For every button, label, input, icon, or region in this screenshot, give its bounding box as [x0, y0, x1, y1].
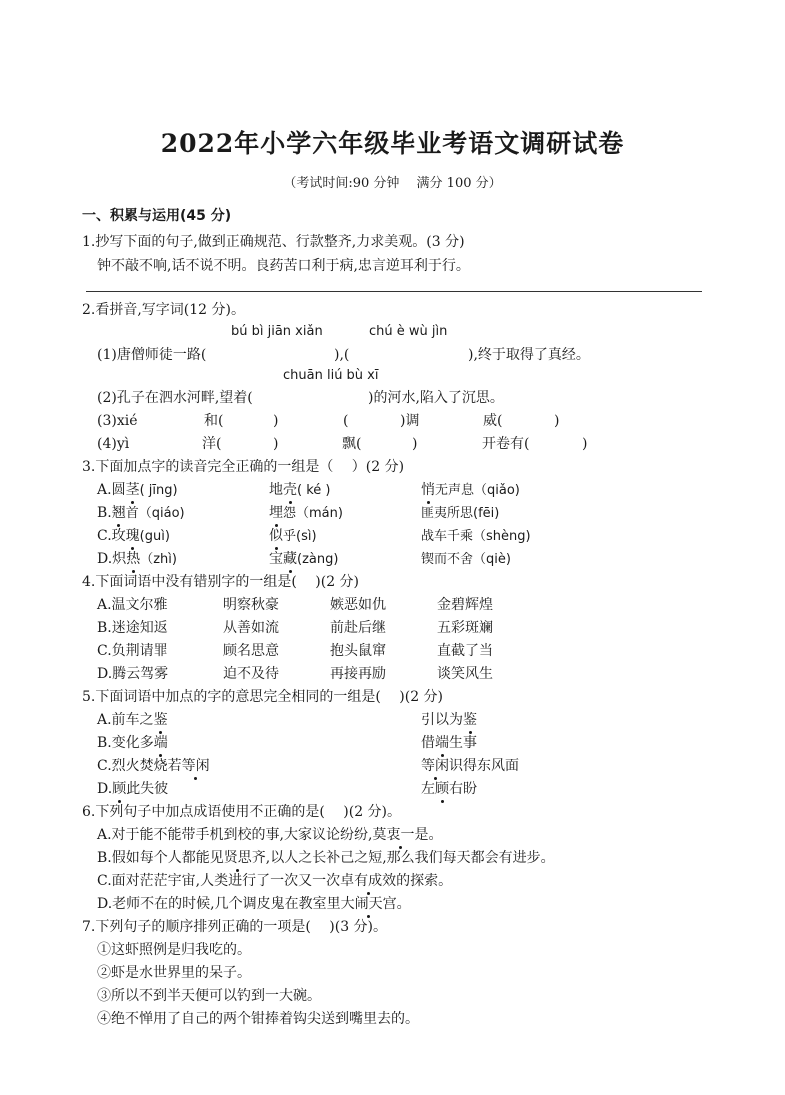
- q5-option[interactable]: [97, 779, 168, 799]
- dotted-char: 鉴: [463, 712, 477, 728]
- q3-option-label: A.: [97, 482, 112, 498]
- q3-option-b-cell: [269, 526, 317, 547]
- q5-pair: [421, 733, 477, 753]
- q3-text: 宝: [269, 551, 283, 567]
- q3-stem: 3.下面加点字的读音完全正确的一组是（ ）(2 分): [82, 459, 405, 475]
- q6-text: B.假如每个人都能: [97, 850, 210, 866]
- q4-word: 谈笑风生: [437, 666, 493, 682]
- q5-option[interactable]: [97, 710, 168, 730]
- dotted-char: 鉴: [153, 712, 168, 728]
- q4-word: 直截了当: [437, 643, 493, 659]
- q3-option-b-cell: [269, 503, 343, 524]
- q2-text: ): [273, 436, 279, 452]
- q6-text: 。: [428, 827, 443, 843]
- dotted-char: 似: [269, 528, 283, 544]
- q5-option[interactable]: [97, 733, 168, 753]
- dotted-char: 瑰: [125, 528, 140, 544]
- section-heading: 一、积累与运用(45 分): [82, 208, 232, 224]
- pinyin: ( ké ): [297, 483, 331, 498]
- q6-option[interactable]: [97, 848, 555, 868]
- q4-word: 前赴后继: [330, 620, 386, 636]
- pinyin: 首（qiáo): [125, 506, 185, 521]
- q2-text: ),(: [334, 347, 350, 363]
- dotted-char: 壳: [283, 482, 297, 498]
- q2-text: (4)yì: [97, 436, 130, 452]
- q2-text: 威(: [483, 413, 503, 429]
- q5-text: 识得东风面: [449, 758, 519, 774]
- pinyin: 匪夷所思(fēi): [421, 506, 500, 521]
- dotted-idiom: 见贤思齐: [209, 850, 266, 866]
- q2-text: ): [273, 413, 279, 429]
- q2-text: ): [582, 436, 588, 452]
- q6-option[interactable]: [97, 871, 452, 891]
- pinyin: （zhì): [140, 552, 177, 567]
- q2-text: )调: [400, 413, 420, 429]
- q4-option[interactable]: D.腾云驾雾: [97, 666, 169, 682]
- dotted-char: 等闲: [181, 758, 210, 774]
- q2-text: 和(: [204, 413, 224, 429]
- pinyin: (zàng): [297, 552, 339, 567]
- q5-text: 借: [421, 735, 435, 751]
- q5-text: D.: [97, 781, 113, 797]
- q2-text: 洋(: [202, 436, 222, 452]
- q2-text: )的河水,陷入了沉思。: [368, 390, 504, 406]
- q2-text: (2)孔子在泗水河畔,望着(: [97, 390, 253, 406]
- q5-option[interactable]: [97, 756, 210, 776]
- q5-pair: [421, 710, 477, 730]
- q5-text: 引以为: [421, 712, 463, 728]
- q2-text: (3)xié: [97, 413, 138, 429]
- q7-stem: 7.下列句子的顺序排列正确的一项是( )(3 分)。: [82, 919, 388, 935]
- q4-word: 明察秋豪: [223, 597, 279, 613]
- exam-subtitle: （考试时间:90 分钟 满分 100 分）: [283, 176, 502, 191]
- dotted-char: 茎: [125, 482, 140, 498]
- q3-option[interactable]: [97, 503, 185, 524]
- q4-stem: 4.下面词语中没有错别字的一组是( )(2 分): [82, 574, 360, 590]
- q3-option-c-cell: [421, 526, 531, 547]
- q3-text: 炽: [112, 551, 127, 567]
- dotted-char: 翘: [111, 505, 126, 521]
- q5-stem: 5.下面词语中加点的字的意思完全相同的一组是( )(2 分): [82, 689, 444, 705]
- q3-option-c-cell: [421, 480, 520, 501]
- q6-text: A.对于能不能带手机到校的事,大家议论纷纷,: [97, 827, 373, 843]
- q5-pair: [421, 756, 519, 776]
- q7-sentence: ④绝不惮用了自己的两个钳捧着钩尖送到嘴里去的。: [97, 1011, 419, 1027]
- q3-option[interactable]: [97, 526, 170, 547]
- pinyin: chuān liú bù xī: [283, 368, 379, 383]
- q3-option[interactable]: [97, 549, 177, 570]
- dotted-idiom: 大闹天宫: [340, 896, 397, 912]
- q5-text: 右盼: [449, 781, 477, 797]
- q4-word: 从善如流: [223, 620, 279, 636]
- q6-option[interactable]: [97, 825, 442, 845]
- dotted-idiom: 莫衷一是: [372, 827, 429, 843]
- answer-line[interactable]: [86, 291, 702, 292]
- q2-text: 飘(: [342, 436, 362, 452]
- q2-text: ): [412, 436, 418, 452]
- q1-stem: 1.抄写下面的句子,做到正确规范、行款整齐,力求美观。(3 分): [82, 234, 465, 250]
- q3-option-label: C.: [97, 528, 112, 544]
- pinyin: bú bì jiān xiǎn: [231, 324, 323, 339]
- dotted-char: 顾: [435, 781, 449, 797]
- q5-text: B.变化多: [97, 735, 154, 751]
- q3-option-b-cell: [269, 480, 330, 501]
- dotted-idiom: 卓有成效: [340, 873, 397, 889]
- q4-option[interactable]: A.温文尔雅: [97, 597, 168, 613]
- q5-text: A.前车之: [97, 712, 154, 728]
- q4-word: 再接再励: [330, 666, 386, 682]
- q2-text: ),终于取得了真经。: [468, 347, 590, 363]
- q1-sentence: 钟不敲不响,话不说不明。良药苦口利于病,忠言逆耳利于行。: [97, 258, 470, 274]
- q5-text: 左: [421, 781, 435, 797]
- pinyin: 战车千乘（shèng): [421, 529, 531, 544]
- pinyin: 乎(sì): [283, 529, 317, 544]
- dotted-char: 藏: [283, 551, 297, 567]
- q3-option-c-cell: [421, 549, 511, 570]
- dotted-char: 端: [153, 735, 168, 751]
- q6-text: 的探索。: [396, 873, 453, 889]
- q3-text: 玫: [111, 528, 126, 544]
- q4-word: 顾名思意: [223, 643, 279, 659]
- q4-word: 嫉恶如仇: [330, 597, 386, 613]
- q4-word: 迫不及待: [223, 666, 279, 682]
- q7-sentence: ①这虾照例是归我吃的。: [97, 942, 251, 958]
- q3-option-b-cell: [269, 549, 338, 570]
- pinyin: 锲而不舍（qiè): [421, 552, 511, 567]
- q6-stem: 6.下列句子中加点成语使用不正确的是( )(2 分)。: [82, 804, 402, 820]
- q3-option-c-cell: [421, 503, 499, 524]
- q3-option-label: D.: [97, 551, 113, 567]
- q4-word: 金碧辉煌: [437, 597, 493, 613]
- exam-title: 2022年小学六年级毕业考语文调研试卷: [160, 129, 625, 158]
- q7-sentence: ③所以不到半天便可以钓到一大碗。: [97, 988, 321, 1004]
- q2-stem: 2.看拼音,写字词(12 分)。: [82, 302, 245, 318]
- pinyin: chú è wù jìn: [369, 324, 448, 339]
- pinyin: ( jīng): [139, 483, 178, 498]
- q7-sentence: ②虾是水世界里的呆子。: [97, 965, 251, 981]
- q3-text: 地: [269, 482, 283, 498]
- q2-text: (1)唐僧师徒一路(: [97, 347, 207, 363]
- q5-pair: [421, 779, 477, 799]
- q6-text: D.老师不在的时候,几个调皮鬼在教室里: [97, 896, 341, 912]
- q6-text: 。: [396, 896, 411, 912]
- q6-text: C.面对茫茫宇宙,人类进行了一次又一次: [97, 873, 341, 889]
- dotted-char: 热: [126, 551, 141, 567]
- q2-text: ): [554, 413, 560, 429]
- q3-option-label: B.: [97, 505, 112, 521]
- q5-text: 此失彼: [126, 781, 169, 797]
- dotted-char: 埋: [269, 505, 283, 521]
- dotted-char: 顾: [112, 781, 127, 797]
- pinyin: 怨（mán): [283, 506, 343, 521]
- dotted-char: 端: [435, 735, 449, 751]
- dotted-char: 等闲: [421, 758, 449, 774]
- q4-word: 五彩斑斓: [437, 620, 493, 636]
- q5-text: 生事: [449, 735, 477, 751]
- q3-option[interactable]: [97, 480, 178, 501]
- q5-text: C.烈火焚烧若: [97, 758, 182, 774]
- q3-text: 圆: [111, 482, 126, 498]
- q2-text: 开卷有(: [482, 436, 530, 452]
- q2-text: (: [343, 413, 349, 429]
- q4-option[interactable]: C.负荆请罪: [97, 643, 168, 659]
- dotted-char: 悄: [421, 482, 435, 498]
- q6-option[interactable]: [97, 894, 411, 914]
- pinyin: 无声息（qiǎo): [435, 483, 520, 498]
- q4-word: 抱头鼠窜: [330, 643, 386, 659]
- q4-option[interactable]: B.迷途知返: [97, 620, 168, 636]
- q6-text: ,以人之长补己之短,那么我们每天都会有进步。: [265, 850, 555, 866]
- pinyin: (guì): [139, 529, 170, 544]
